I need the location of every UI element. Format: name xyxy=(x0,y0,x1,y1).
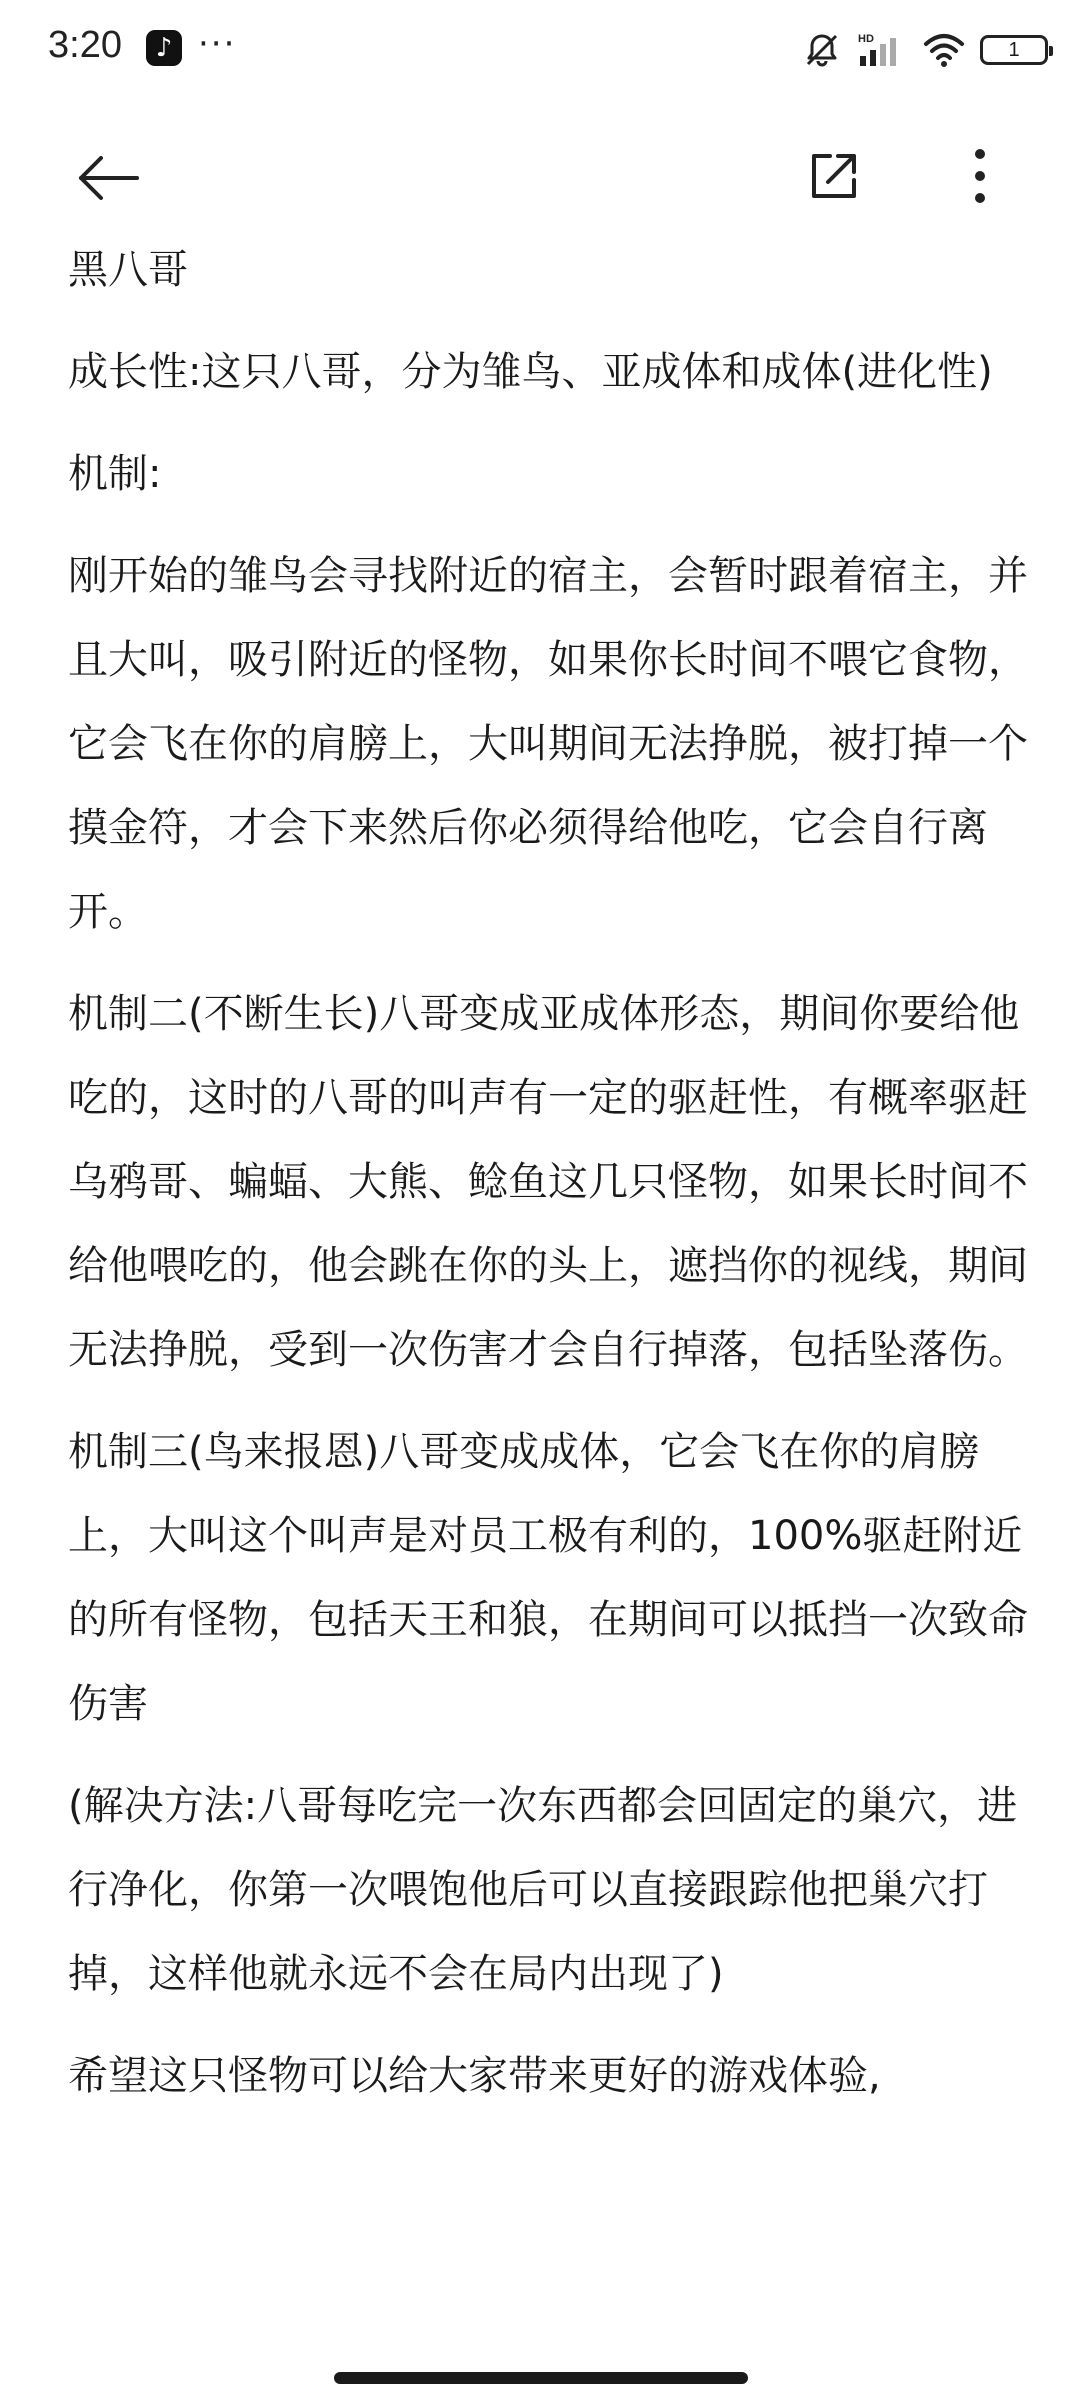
status-icons xyxy=(802,26,1048,74)
toolbar xyxy=(0,120,1080,230)
status-time: 3:20 xyxy=(48,24,122,66)
article-paragraph: 希望这只怪物可以给大家带来更好的游戏体验, xyxy=(68,2053,881,2099)
mute-bell-icon xyxy=(802,30,842,70)
article-paragraph: 成长性:这只八哥，分为雏鸟、亚成体和成体(进化性) xyxy=(68,349,993,395)
svg-text:HD: HD xyxy=(858,33,874,45)
share-button[interactable] xyxy=(794,136,874,216)
wifi-icon xyxy=(922,30,966,70)
more-vertical-icon xyxy=(970,146,990,206)
article-content xyxy=(68,228,1028,2136)
article-title: 黑八哥 xyxy=(68,247,188,293)
share-external-icon xyxy=(806,148,862,204)
article-paragraph: 机制三(鸟来报恩)八哥变成成体，它会飞在你的肩膀上，大叫这个叫声是对员工极有利的，100%驱赶附近的所有怪物，包括天王和狼，在期间可以抵挡一次致命伤害 xyxy=(68,1429,1028,1727)
back-button[interactable] xyxy=(68,138,148,218)
article-paragraph: 机制二(不断生长)八哥变成亚成体形态，期间你要给他吃的，这时的八哥的叫声有一定的驱赶性，有概率驱赶乌鸦哥、蝙蝠、大熊、鲶鱼这几只怪物，如果长时间不给他喂吃的，他会跳在你的头上，遮挡你的视线，期间无法挣脱，受到一次伤害才会自行掉落，包括坠落伤。 xyxy=(68,991,1028,1373)
back-arrow-icon xyxy=(73,153,143,203)
gesture-navigation-bar[interactable] xyxy=(334,2372,748,2384)
hd-signal-icon xyxy=(856,30,908,70)
tiktok-icon: ♪ xyxy=(146,30,182,66)
article-paragraph: 机制: xyxy=(68,451,162,497)
more-notifications-icon: ··· xyxy=(198,24,237,64)
battery-icon: 1 xyxy=(980,35,1048,65)
status-bar xyxy=(0,0,1080,100)
article-paragraph: 刚开始的雏鸟会寻找附近的宿主，会暂时跟着宿主，并且大叫，吸引附近的怪物，如果你长时间不喂它食物，它会飞在你的肩膀上，大叫期间无法挣脱，被打掉一个摸金符，才会下来然后你必须得给他吃，它会自行离开。 xyxy=(68,553,1028,935)
article-paragraph: (解决方法:八哥每吃完一次东西都会回固定的巢穴，进行净化，你第一次喂饱他后可以直接跟踪他把巢穴打掉，这样他就永远不会在局内出现了) xyxy=(68,1783,1018,1997)
more-options-button[interactable] xyxy=(940,136,1020,216)
